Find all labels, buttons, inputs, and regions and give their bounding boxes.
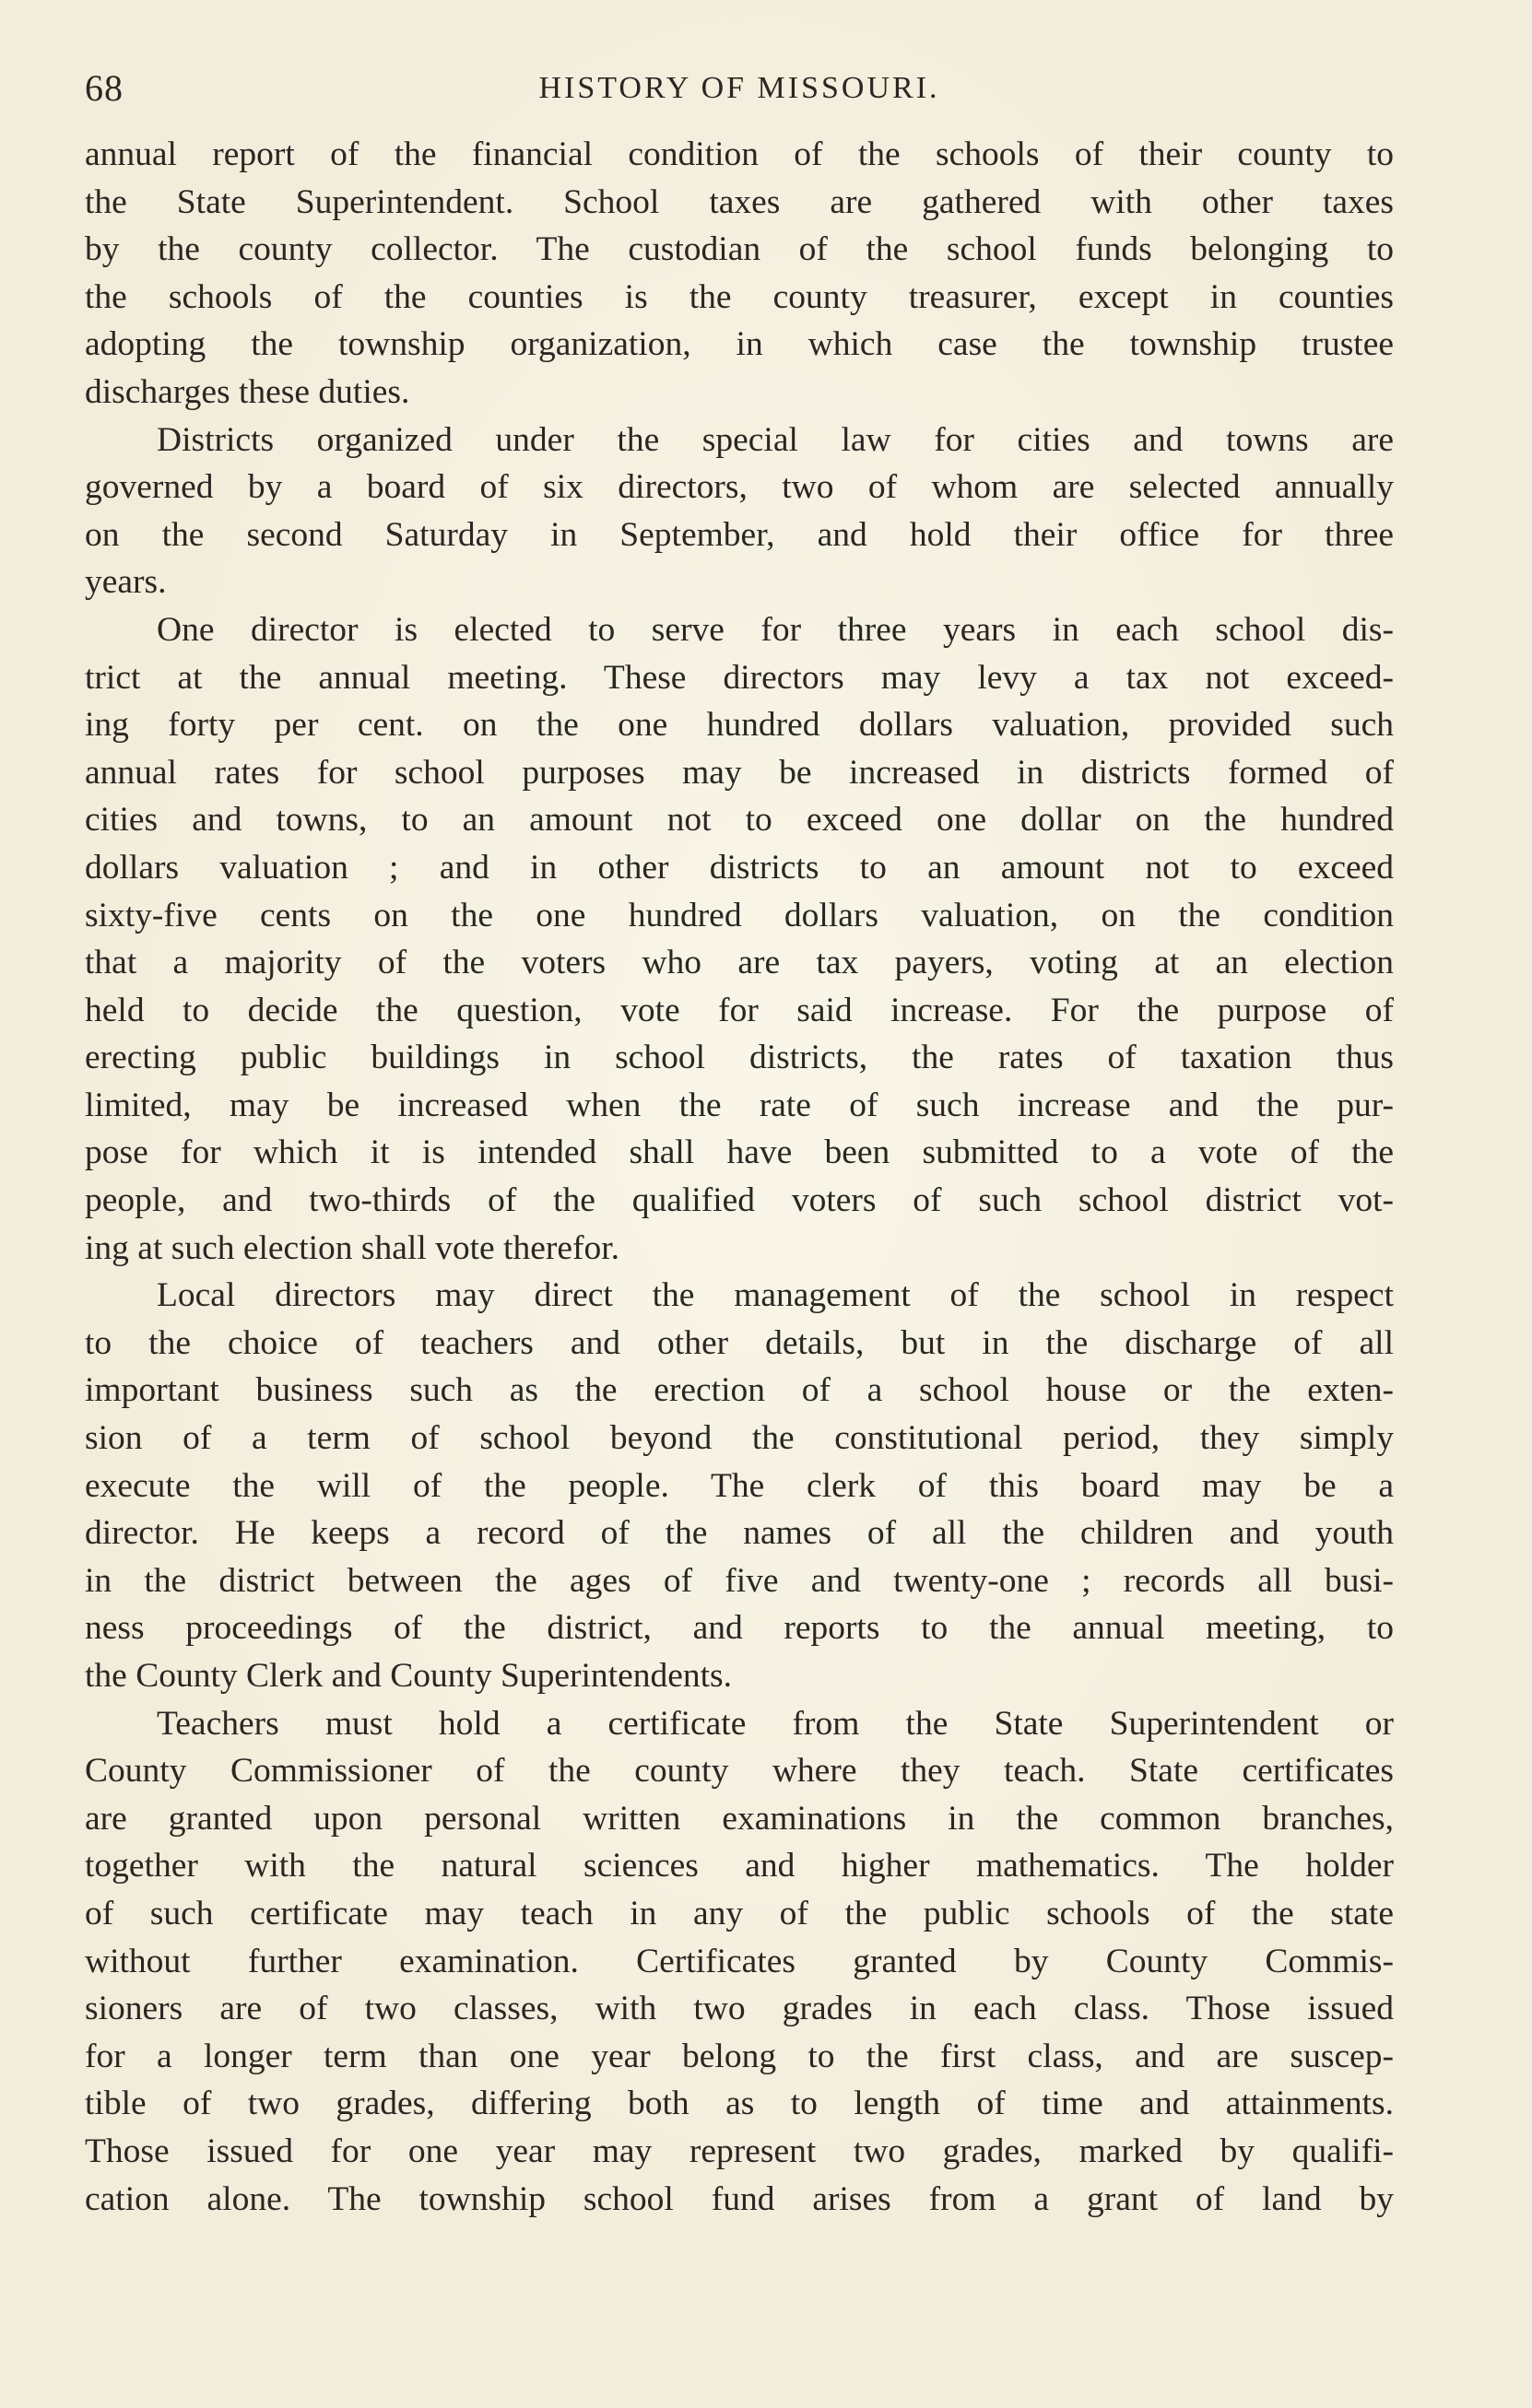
text-line: Local directors may direct the management of the school in respect [157,1276,1394,1315]
text-line: erecting public buildings in school districts, the rates of taxation thus [85,1039,1394,1077]
text-line: director. He keeps a record of the names of all the children and youth [85,1514,1394,1553]
text-line: held to decide the question, vote for said increase. For the purpose of [85,991,1394,1029]
text-line: the County Clerk and County Superintendents. [85,1657,733,1695]
text-line: sixty-five cents on the one hundred dollars valuation, on the condition [85,896,1394,934]
text-line: Teachers must hold a certificate from the State Superintendent or [157,1704,1394,1743]
text-line: annual report of the financial condition of the schools of their county to [85,135,1394,173]
page-number: 68 [85,67,124,109]
text-line: ing at such election shall vote therefor. [85,1228,620,1267]
text-line: the schools of the counties is the county treasurer, except in counties [85,277,1394,316]
text-line: that a majority of the voters who are tax payers, voting at an election [85,944,1394,982]
text-line: of such certificate may teach in any of the public schools of the state [85,1894,1394,1932]
text-line: without further examination. Certificates granted by County Commis- [85,1942,1394,1980]
running-title: HISTORY OF MISSOURI. [538,71,940,105]
text-line: trict at the annual meeting. These directors may levy a tax not exceed- [85,658,1394,697]
paragraph [85,131,1394,417]
text-line: years. [85,563,167,602]
text-line: sioners are of two classes, with two grades in each class. Those issued [85,1990,1394,2028]
paragraph [85,1700,1394,2224]
text-line: execute the will of the people. The clerk of this board may be a [85,1466,1394,1505]
text-line: sion of a term of school beyond the constitutional period, they simply [85,1419,1394,1458]
text-line: together with the natural sciences and higher mathematics. The holder [85,1847,1394,1885]
text-line: limited, may be increased when the rate of such increase and the pur- [85,1086,1394,1124]
text-line: important business such as the erection of a school house or the exten- [85,1371,1394,1410]
text-line: dollars valuation ; and in other districts to an amount not to exceed [85,848,1394,887]
paragraph [85,417,1394,606]
text-line: County Commissioner of the county where they teach. State certificates [85,1752,1394,1791]
text-line: ing forty per cent. on the one hundred dollars valuation, provided such [85,706,1394,745]
text-line: people, and two-thirds of the qualified voters of such school district vot- [85,1181,1394,1220]
paragraph [85,1272,1394,1699]
text-line: Districts organized under the special law for cities and towns are [157,420,1394,459]
text-line: One director is elected to serve for three years in each school dis- [157,610,1394,649]
text-line: to the choice of teachers and other details, but in the discharge of all [85,1323,1394,1362]
text-line: by the county collector. The custodian of the school funds belonging to [85,230,1394,269]
text-line: in the district between the ages of five and twenty-one ; records all busi- [85,1561,1394,1600]
text-line: Those issued for one year may represent two grades, marked by qualifi- [85,2132,1394,2170]
text-line: the State Superintendent. School taxes are gathered with other taxes [85,182,1394,221]
text-line: annual rates for school purposes may be increased in districts formed of [85,753,1394,792]
text-line: discharges these duties. [85,372,410,411]
text-line: cation alone. The township school fund arises from a grant of land by [85,2179,1394,2218]
text-line: are granted upon personal written examinations in the common branches, [85,1799,1394,1838]
page-header [85,61,1394,116]
text-line: tible of two grades, differing both as to length of time and attainments. [85,2085,1394,2123]
text-line: for a longer term than one year belong to the first class, and are suscep- [85,2037,1394,2075]
text-line: governed by a board of six directors, two of whom are selected annually [85,468,1394,507]
paragraph [85,606,1394,1272]
text-line: pose for which it is intended shall have been submitted to a vote of the [85,1134,1394,1172]
text-line: cities and towns, to an amount not to exceed one dollar on the hundred [85,801,1394,840]
body-text [85,131,1394,2223]
text-line: on the second Saturday in September, and hold their office for three [85,515,1394,554]
text-line: ness proceedings of the district, and reports to the annual meeting, to [85,1609,1394,1648]
text-line: adopting the township organization, in which case the township trustee [85,325,1394,364]
